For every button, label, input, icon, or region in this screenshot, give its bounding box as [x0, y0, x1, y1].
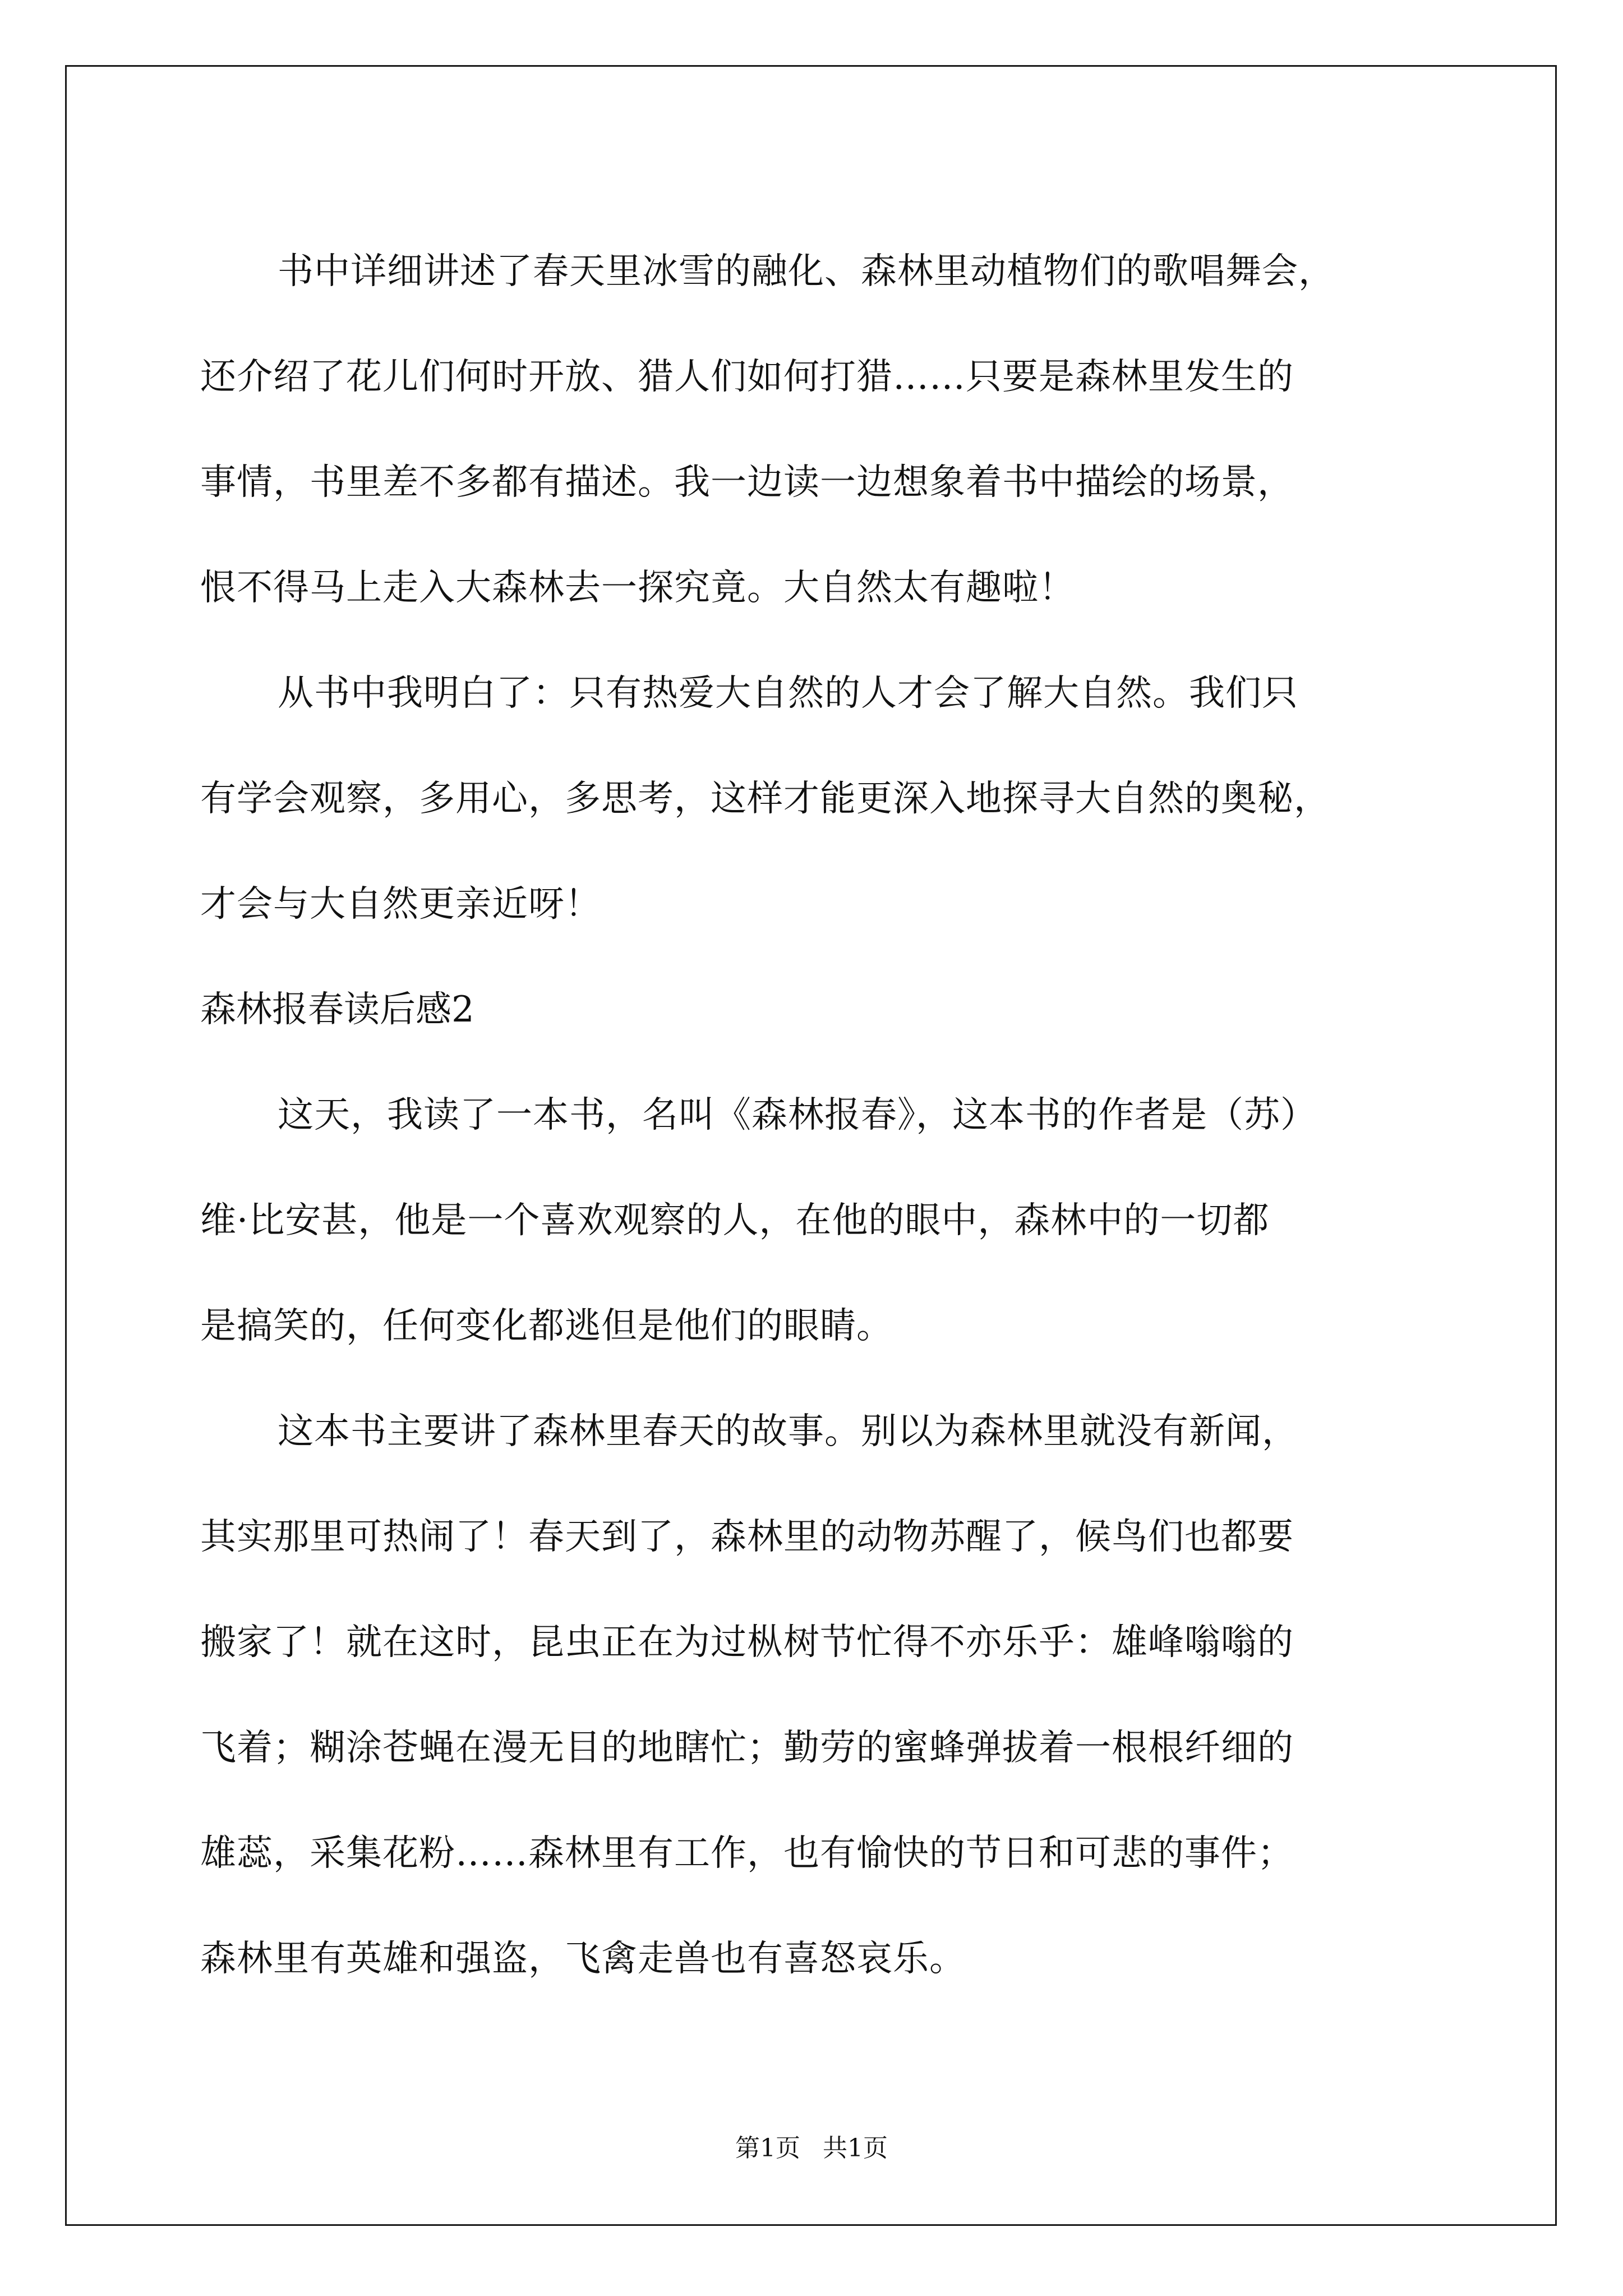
paragraph-book-summary: [200, 1379, 1434, 2012]
paragraph-line: 从书中我明白了：只有热爱大自然的人才会了解大自然。我们只: [278, 673, 1298, 714]
paragraph-line: 事情，书里差不多都有描述。我一边读一边想象着书中描绘的场景，: [200, 462, 1294, 503]
paragraph-line: 有学会观察，多用心，多思考，这样才能更深入地探寻大自然的奥秘，: [200, 778, 1330, 820]
page-number: 第1页: [735, 2134, 800, 2162]
paragraph-line: 这本书主要讲了森林里春天的故事。别以为森林里就没有新闻，: [278, 1411, 1298, 1452]
page-footer: [0, 2132, 1623, 2165]
paragraph-line: 恨不得马上走入大森林去一探究竟。大自然太有趣啦！: [200, 567, 1075, 609]
paragraph-line: 书中详细讲述了春天里冰雪的融化、森林里动植物们的歌唱舞会，: [278, 251, 1335, 292]
paragraph-line: 雄蕊，采集花粉……森林里有工作，也有愉快的节日和可悲的事件；: [200, 1833, 1294, 1874]
paragraph-line: 其实那里可热闹了！春天到了，森林里的动物苏醒了，候鸟们也都要: [200, 1516, 1294, 1558]
paragraph-line: 是搞笑的，任何变化都逃但是他们的眼睛。: [200, 1305, 893, 1347]
paragraph-line: 搬家了！就在这时，昆虫正在为过枞树节忙得不亦乐乎：雄峰嗡嗡的: [200, 1622, 1294, 1663]
paragraph-line: 飞着；糊涂苍蝇在漫无目的地瞎忙；勤劳的蜜蜂弹拔着一根根纤细的: [200, 1727, 1294, 1769]
paragraph-line: 这天，我读了一本书，名叫《森林报春》，这本书的作者是（苏）: [278, 1094, 1317, 1136]
page-total: 共1页: [823, 2134, 888, 2162]
paragraph-spring-thaw: [200, 219, 1434, 641]
paragraph-line: 森林里有英雄和强盗，飞禽走兽也有喜怒哀乐。: [200, 1938, 966, 1980]
paragraph-lesson: [200, 641, 1434, 957]
section-heading: 森林报春读后感2: [200, 989, 474, 1030]
paragraph-line: 才会与大自然更亲近呀！: [200, 884, 601, 925]
paragraph-line: 维·比安甚，他是一个喜欢观察的人，在他的眼中，森林中的一切都: [200, 1200, 1270, 1241]
paragraph-book-intro: [200, 1062, 1434, 1379]
document-body: [200, 219, 1434, 2012]
paragraph-line: 还介绍了花儿们何时开放、猎人们如何打猎……只要是森林里发生的: [200, 356, 1294, 398]
